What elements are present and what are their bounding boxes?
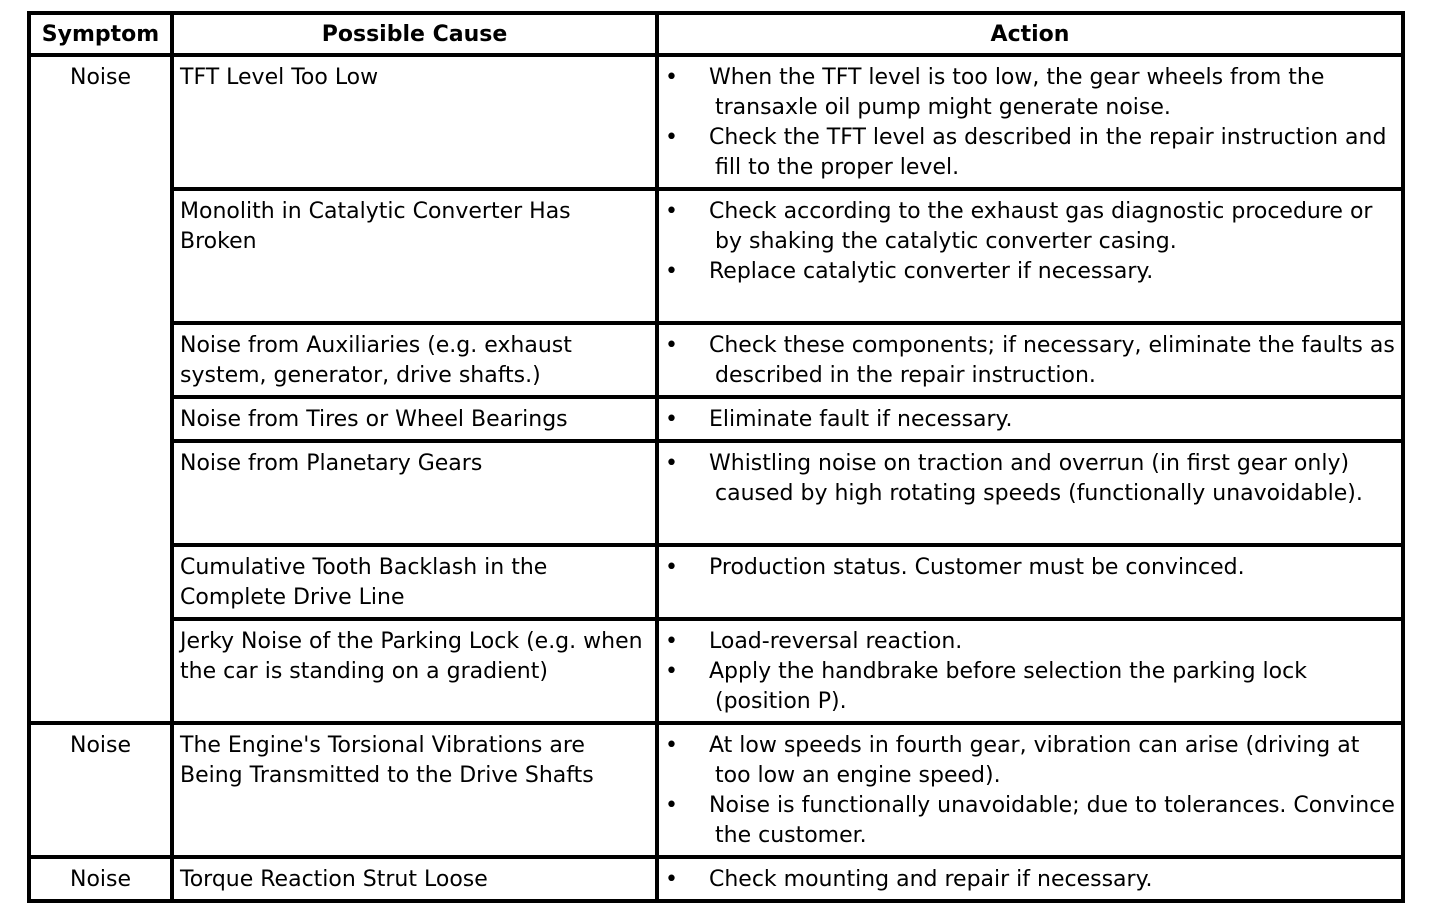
symptom-cell: Noise xyxy=(29,55,172,723)
action-item: • Check mounting and repair if necessary. xyxy=(665,865,1397,895)
action-cell xyxy=(657,55,1403,189)
action-item: • Check these components; if necessary, eliminate the faults as described in the repair instruction. xyxy=(665,331,1397,391)
action-list xyxy=(665,865,1397,895)
action-item: • Whistling noise on traction and overrun (in first gear only) caused by high rotating speeds (functionally unavoidable). xyxy=(665,449,1397,509)
action-cell xyxy=(657,323,1403,397)
action-cell xyxy=(657,397,1403,441)
header-symptom: Symptom xyxy=(29,13,172,55)
action-item: • Check according to the exhaust gas diagnostic procedure or by shaking the catalytic converter casing. xyxy=(665,197,1397,257)
possible-cause-cell: Jerky Noise of the Parking Lock (e.g. when the car is standing on a gradient) xyxy=(172,619,657,723)
action-item: • Check the TFT level as described in the repair instruction and fill to the proper level. xyxy=(665,123,1397,183)
action-cell xyxy=(657,189,1403,323)
possible-cause-cell: Noise from Planetary Gears xyxy=(172,441,657,545)
action-item: • Eliminate fault if necessary. xyxy=(665,405,1397,435)
header-row xyxy=(29,13,1403,55)
action-list xyxy=(665,449,1397,509)
action-list xyxy=(665,197,1397,287)
possible-cause-cell: Torque Reaction Strut Loose xyxy=(172,857,657,901)
table-row xyxy=(29,857,1403,901)
action-list xyxy=(665,731,1397,851)
possible-cause-cell: The Engine's Torsional Vibrations are Being Transmitted to the Drive Shafts xyxy=(172,723,657,857)
action-item: • Replace catalytic converter if necessary. xyxy=(665,257,1397,287)
symptom-cell: Noise xyxy=(29,857,172,901)
action-cell xyxy=(657,441,1403,545)
diagnosis-table xyxy=(27,11,1405,903)
action-item: • At low speeds in fourth gear, vibration can arise (driving at too low an engine speed). xyxy=(665,731,1397,791)
possible-cause-cell: Noise from Tires or Wheel Bearings xyxy=(172,397,657,441)
action-item: • Production status. Customer must be convinced. xyxy=(665,553,1397,583)
table-row xyxy=(29,55,1403,189)
header-action: Action xyxy=(657,13,1403,55)
possible-cause-cell: Cumulative Tooth Backlash in the Complete Drive Line xyxy=(172,545,657,619)
action-cell xyxy=(657,857,1403,901)
table-row xyxy=(29,441,1403,545)
action-item: • Noise is functionally unavoidable; due to tolerances. Convince the customer. xyxy=(665,791,1397,851)
action-list xyxy=(665,331,1397,391)
possible-cause-cell: Monolith in Catalytic Converter Has Broken xyxy=(172,189,657,323)
action-cell xyxy=(657,723,1403,857)
table-row xyxy=(29,619,1403,723)
table-row xyxy=(29,545,1403,619)
symptom-cell: Noise xyxy=(29,723,172,857)
action-list xyxy=(665,405,1397,435)
action-list xyxy=(665,627,1397,717)
action-cell xyxy=(657,545,1403,619)
table-row xyxy=(29,189,1403,323)
table-body xyxy=(29,55,1403,901)
possible-cause-cell: TFT Level Too Low xyxy=(172,55,657,189)
action-item: • When the TFT level is too low, the gear wheels from the transaxle oil pump might generate noise. xyxy=(665,63,1397,123)
table-row xyxy=(29,397,1403,441)
action-cell xyxy=(657,619,1403,723)
action-item: • Apply the handbrake before selection the parking lock (position P). xyxy=(665,657,1397,717)
action-list xyxy=(665,63,1397,183)
action-item: • Load-reversal reaction. xyxy=(665,627,1397,657)
possible-cause-cell: Noise from Auxiliaries (e.g. exhaust system, generator, drive shafts.) xyxy=(172,323,657,397)
table-row xyxy=(29,323,1403,397)
table-row xyxy=(29,723,1403,857)
action-list xyxy=(665,553,1397,583)
header-possible-cause: Possible Cause xyxy=(172,13,657,55)
